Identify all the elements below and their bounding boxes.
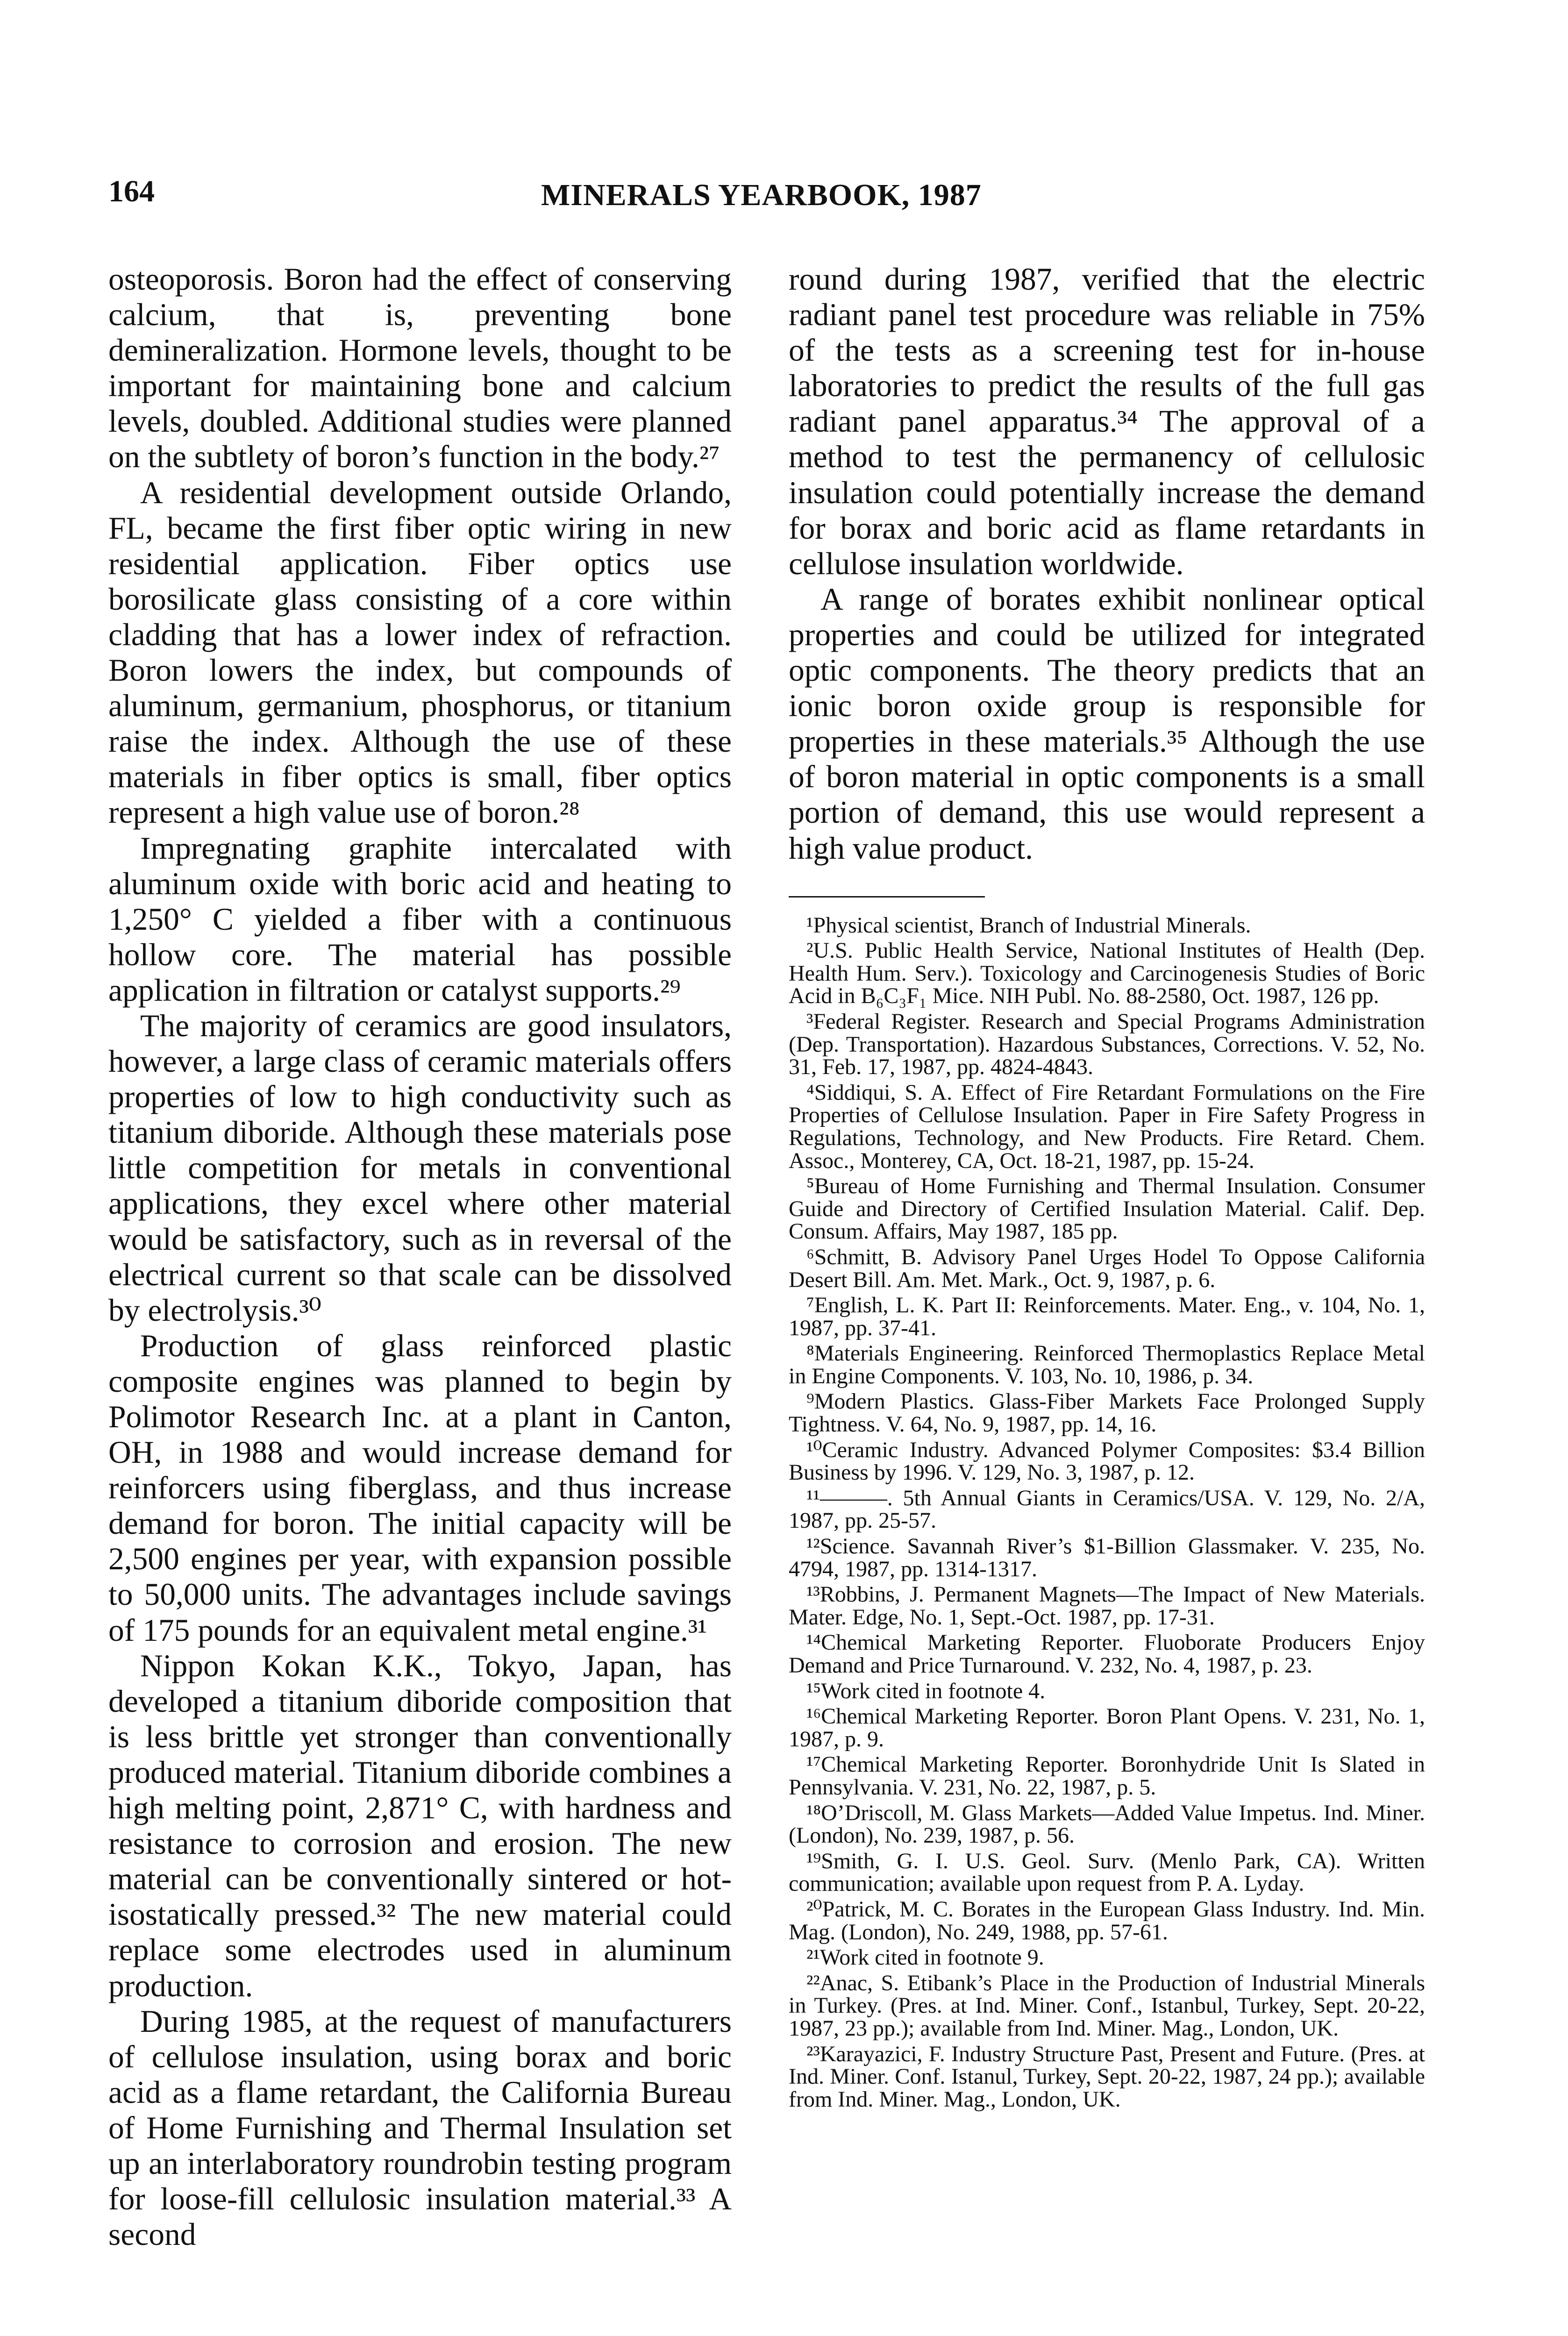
footnote: ¹¹———. 5th Annual Giants in Ceramics/USA. V. 129, No. 2/A, 1987, pp. 25-57. [789, 1485, 1425, 1533]
left-column [108, 262, 732, 2252]
footnote: ²U.S. Public Health Service, National Institutes of Health (Dep. Health Hum. Serv.). Toxicology and Carcinogenesis Studies of Boric Acid in B₆C₃F₁ Mice. NIH Publ. No. 88-2580, Oct. 1987, 126 pp. [789, 938, 1425, 1009]
footnote: ⁵Bureau of Home Furnishing and Thermal Insulation. Consumer Guide and Directory of Certified Insulation Material. Calif. Dep. Consum. Affairs, May 1987, 185 pp. [789, 1174, 1425, 1244]
footnote: ¹Physical scientist, Branch of Industrial Minerals. [806, 912, 1251, 938]
footnote: ²¹Work cited in footnote 9. [806, 1945, 1044, 1970]
footnote: ¹⁷Chemical Marketing Reporter. Boronhydride Unit Is Slated in Pennsylvania. V. 231, No. 22, 1987, p. 5. [789, 1752, 1425, 1800]
footnote: ⁹Modern Plastics. Glass-Fiber Markets Face Prolonged Supply Tightness. V. 64, No. 9, 1987, pp. 14, 16. [789, 1389, 1425, 1437]
footnote: ¹⁸O’Driscoll, M. Glass Markets—Added Value Impetus. Ind. Miner. (London), No. 239, 1987, p. 56. [789, 1800, 1425, 1848]
body-paragraph: Nippon Kokan K.K., Tokyo, Japan, has developed a titanium diboride composition that is less brittle yet stronger than conventionally produced material. Titanium diboride combines a high melting point, 2,871° C, with hardness and resistance to corrosion and erosion. The new material can be conventionally sintered or hot-isostatically pressed.³² The new material could replace some electrodes used in aluminum production. [108, 1648, 732, 2003]
footnote: ¹⁴Chemical Marketing Reporter. Fluoborate Producers Enjoy Demand and Price Turnaround. V. 232, No. 4, 1987, p. 23. [789, 1630, 1425, 1678]
footnote: ⁴Siddiqui, S. A. Effect of Fire Retardant Formulations on the Fire Properties of Cellulose Insulation. Paper in Fire Safety Progress in Regulations, Technology, and New Products. Fire Retard. Chem. Assoc., Monterey, CA, Oct. 18-21, 1987, pp. 15-24. [789, 1080, 1425, 1173]
footnote: ¹²Science. Savannah River’s $1-Billion Glassmaker. V. 235, No. 4794, 1987, pp. 1314-1317. [789, 1534, 1425, 1581]
running-title: MINERALS YEARBOOK, 1987 [541, 178, 982, 212]
page-number: 164 [108, 174, 155, 208]
body-paragraph: A range of borates exhibit nonlinear optical properties and could be utilized for integrated optic components. The theory predicts that an ionic boron oxide group is responsible for properties in these materials.³⁵ Although the use of boron material in optic components is a small portion of demand, this use would represent a high value product. [789, 581, 1425, 866]
footnotes [789, 914, 1425, 2111]
footnote: ⁷English, L. K. Part II: Reinforcements. Mater. Eng., v. 104, No. 1, 1987, pp. 37-41. [789, 1293, 1425, 1340]
body-paragraph: Production of glass reinforced plastic composite engines was planned to begin by Polimotor Research Inc. at a plant in Canton, OH, in 1988 and would increase demand for reinforcers using fiberglass, and thus increase demand for boron. The initial capacity will be 2,500 engines per year, with expansion possible to 50,000 units. The advantages include savings of 175 pounds for an equivalent metal engine.³¹ [108, 1328, 732, 1648]
body-paragraph: Impregnating graphite intercalated with aluminum oxide with boric acid and heating to 1,250° C yielded a fiber with a continuous hollow core. The material has possible application in filtration or catalyst supports.²⁹ [108, 830, 732, 1008]
right-column-paragraphs [789, 262, 1425, 866]
footnote-separator [789, 896, 985, 897]
body-paragraph: During 1985, at the request of manufacturers of cellulose insulation, using borax and boric acid as a flame retardant, the California Bureau of Home Furnishing and Thermal Insulation set up an interlaboratory roundrobin testing program for loose-fill cellulosic insulation material.³³ A second [108, 2003, 732, 2252]
right-column [789, 262, 1425, 2114]
footnote: ¹⁰Ceramic Industry. Advanced Polymer Composites: $3.4 Billion Business by 1996. V. 129, No. 3, 1987, p. 12. [789, 1437, 1425, 1485]
footnote: ¹⁵Work cited in footnote 4. [806, 1678, 1046, 1703]
body-paragraph: osteoporosis. Boron had the effect of conserving calcium, that is, preventing bone demineralization. Hormone levels, thought to be important for maintaining bone and calcium levels, doubled. Additional studies were planned on the subtlety of boron’s function in the body.²⁷ [108, 262, 732, 475]
footnote: ¹³Robbins, J. Permanent Magnets—The Impact of New Materials. Mater. Edge, No. 1, Sept.-Oct. 1987, pp. 17-31. [789, 1582, 1425, 1630]
footnote: ¹⁹Smith, G. I. U.S. Geol. Surv. (Menlo Park, CA). Written communication; available upon request from P. A. Lyday. [789, 1848, 1425, 1896]
body-paragraph: A residential development outside Orlando, FL, became the first fiber optic wiring in new residential application. Fiber optics use borosilicate glass consisting of a core within cladding that has a lower index of refraction. Boron lowers the index, but compounds of aluminum, germanium, phosphorus, or titanium raise the index. Although the use of these materials in fiber optics is small, fiber optics represent a high value use of boron.²⁸ [108, 475, 732, 830]
footnote: ⁸Materials Engineering. Reinforced Thermoplastics Replace Metal in Engine Components. V. 103, No. 10, 1986, p. 34. [789, 1341, 1425, 1389]
body-paragraph: The majority of ceramics are good insulators, however, a large class of ceramic materials offers properties of low to high conductivity such as titanium diboride. Although these materials pose little competition for metals in conventional applications, they excel where other material would be satisfactory, such as in reversal of the electrical current so that scale can be dissolved by electrolysis.³⁰ [108, 1008, 732, 1328]
footnote: ²³Karayazici, F. Industry Structure Past, Present and Future. (Pres. at Ind. Miner. Conf. Istanul, Turkey, Sept. 20-22, 1987, 24 pp.); available from Ind. Miner. Mag., London, UK. [789, 2041, 1425, 2112]
footnote: ²⁰Patrick, M. C. Borates in the European Glass Industry. Ind. Min. Mag. (London), No. 249, 1988, pp. 57-61. [789, 1896, 1425, 1944]
footnote: ¹⁶Chemical Marketing Reporter. Boron Plant Opens. V. 231, No. 1, 1987, p. 9. [789, 1704, 1425, 1752]
body-paragraph: round during 1987, verified that the electric radiant panel test procedure was reliable in 75% of the tests as a screening test for in-house laboratories to predict the results of the full gas radiant panel apparatus.³⁴ The approval of a method to test the permanency of cellulosic insulation could potentially increase the demand for borax and boric acid as flame retardants in cellulose insulation worldwide. [789, 262, 1425, 581]
footnote: ³Federal Register. Research and Special Programs Administration (Dep. Transportation). Hazardous Substances, Corrections. V. 52, No. 31, Feb. 17, 1987, pp. 4824-4843. [789, 1009, 1425, 1080]
footnote: ⁶Schmitt, B. Advisory Panel Urges Hodel To Oppose California Desert Bill. Am. Met. Mark., Oct. 9, 1987, p. 6. [789, 1244, 1425, 1292]
footnote: ²²Anac, S. Etibank’s Place in the Production of Industrial Minerals in Turkey. (Pres. at Ind. Miner. Conf., Istanbul, Turkey, Sept. 20-22, 1987, 23 pp.); available from Ind. Miner. Mag., London, UK. [789, 1970, 1425, 2041]
